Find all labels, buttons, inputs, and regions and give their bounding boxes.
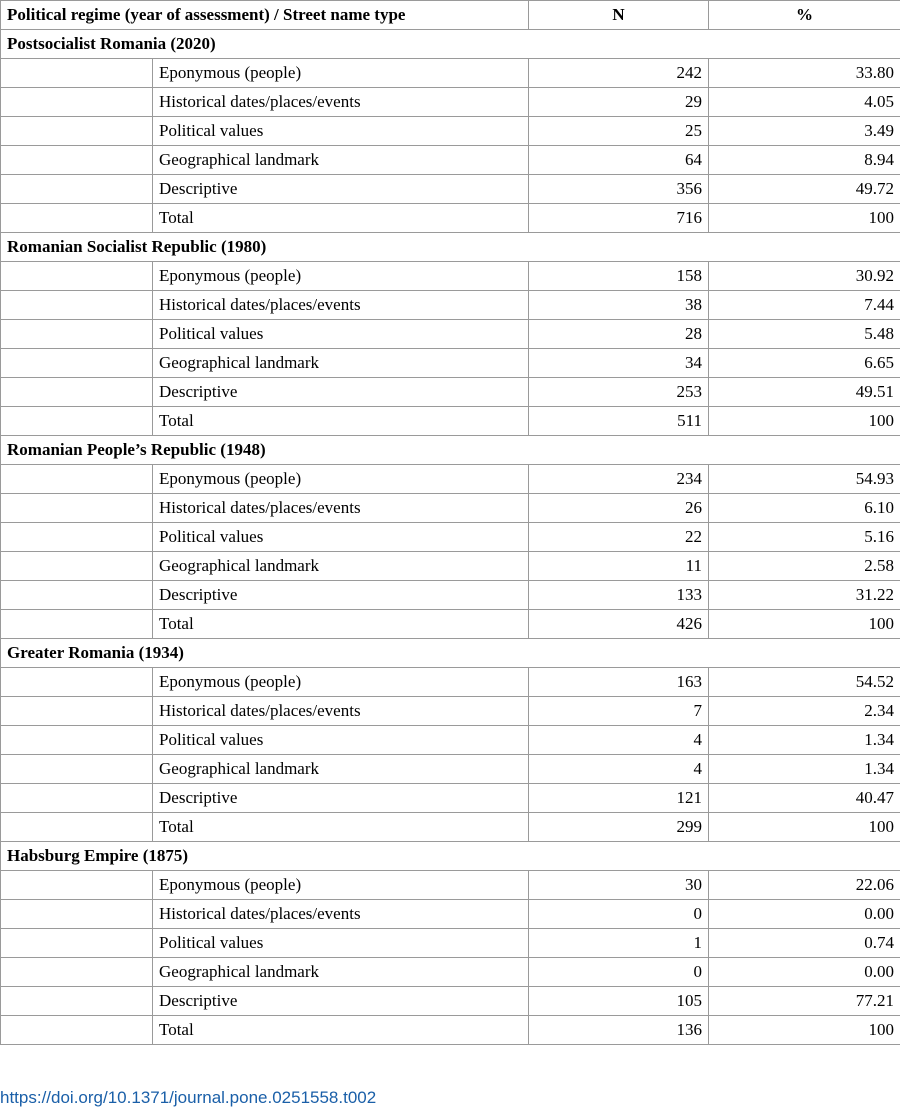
percent-value: 1.34 xyxy=(709,755,900,784)
table-row xyxy=(1,378,900,407)
percent-value: 100 xyxy=(709,204,900,233)
count-value: 133 xyxy=(529,581,709,610)
regime-empty-cell xyxy=(709,436,900,465)
table-row xyxy=(1,494,900,523)
count-value: 1 xyxy=(529,929,709,958)
percent-value: 100 xyxy=(709,1016,900,1045)
percent-value: 1.34 xyxy=(709,726,900,755)
count-value: 34 xyxy=(529,349,709,378)
indent-cell xyxy=(1,88,153,117)
regime-empty-cell xyxy=(529,233,709,262)
percent-value: 6.65 xyxy=(709,349,900,378)
indent-cell xyxy=(1,291,153,320)
percent-value: 3.49 xyxy=(709,117,900,146)
percent-value: 100 xyxy=(709,407,900,436)
count-value: 7 xyxy=(529,697,709,726)
percent-value: 2.34 xyxy=(709,697,900,726)
indent-cell xyxy=(1,813,153,842)
count-value: 30 xyxy=(529,871,709,900)
percent-value: 100 xyxy=(709,610,900,639)
table-row xyxy=(1,726,900,755)
indent-cell xyxy=(1,987,153,1016)
table-row xyxy=(1,784,900,813)
regime-group-row xyxy=(1,842,900,871)
street-name-type: Geographical landmark xyxy=(153,958,529,987)
street-name-type: Total xyxy=(153,204,529,233)
regime-title: Romanian People’s Republic (1948) xyxy=(1,436,529,465)
street-name-type: Eponymous (people) xyxy=(153,871,529,900)
table-row xyxy=(1,59,900,88)
count-value: 22 xyxy=(529,523,709,552)
percent-value: 4.05 xyxy=(709,88,900,117)
percent-value: 22.06 xyxy=(709,871,900,900)
indent-cell xyxy=(1,610,153,639)
indent-cell xyxy=(1,581,153,610)
count-value: 0 xyxy=(529,900,709,929)
count-value: 242 xyxy=(529,59,709,88)
table-row xyxy=(1,668,900,697)
count-value: 356 xyxy=(529,175,709,204)
indent-cell xyxy=(1,784,153,813)
street-name-type: Political values xyxy=(153,523,529,552)
street-name-type: Descriptive xyxy=(153,784,529,813)
table-row xyxy=(1,523,900,552)
percent-value: 54.93 xyxy=(709,465,900,494)
table-row xyxy=(1,349,900,378)
indent-cell xyxy=(1,1016,153,1045)
percent-value: 2.58 xyxy=(709,552,900,581)
street-name-type: Historical dates/places/events xyxy=(153,494,529,523)
street-name-type: Geographical landmark xyxy=(153,755,529,784)
percent-value: 7.44 xyxy=(709,291,900,320)
street-name-type: Total xyxy=(153,610,529,639)
column-header-category: Political regime (year of assessment) / Street name type xyxy=(1,1,529,30)
street-name-type: Political values xyxy=(153,117,529,146)
table-row xyxy=(1,900,900,929)
percent-value: 0.00 xyxy=(709,900,900,929)
indent-cell xyxy=(1,175,153,204)
table-row xyxy=(1,117,900,146)
table-row xyxy=(1,407,900,436)
indent-cell xyxy=(1,349,153,378)
indent-cell xyxy=(1,668,153,697)
indent-cell xyxy=(1,59,153,88)
table-row xyxy=(1,552,900,581)
street-name-type: Total xyxy=(153,1016,529,1045)
regime-empty-cell xyxy=(529,30,709,59)
street-name-type: Eponymous (people) xyxy=(153,668,529,697)
table-row xyxy=(1,204,900,233)
indent-cell xyxy=(1,320,153,349)
header-row xyxy=(1,1,900,30)
count-value: 511 xyxy=(529,407,709,436)
table-row xyxy=(1,610,900,639)
regime-empty-cell xyxy=(529,639,709,668)
doi-link[interactable]: https://doi.org/10.1371/journal.pone.0251558.t002 xyxy=(0,1088,377,1107)
table-row xyxy=(1,958,900,987)
regime-title: Postsocialist Romania (2020) xyxy=(1,30,529,59)
table-row xyxy=(1,929,900,958)
street-name-type: Eponymous (people) xyxy=(153,262,529,291)
indent-cell xyxy=(1,378,153,407)
percent-value: 54.52 xyxy=(709,668,900,697)
count-value: 0 xyxy=(529,958,709,987)
count-value: 4 xyxy=(529,755,709,784)
table-row xyxy=(1,320,900,349)
table-row xyxy=(1,697,900,726)
count-value: 11 xyxy=(529,552,709,581)
table-row xyxy=(1,987,900,1016)
indent-cell xyxy=(1,204,153,233)
percent-value: 5.16 xyxy=(709,523,900,552)
percent-value: 77.21 xyxy=(709,987,900,1016)
percent-value: 0.00 xyxy=(709,958,900,987)
regime-empty-cell xyxy=(529,842,709,871)
count-value: 234 xyxy=(529,465,709,494)
street-name-type: Historical dates/places/events xyxy=(153,291,529,320)
regime-group-row xyxy=(1,436,900,465)
column-header-percent: % xyxy=(709,1,900,30)
indent-cell xyxy=(1,262,153,291)
table-row xyxy=(1,88,900,117)
street-name-type: Descriptive xyxy=(153,581,529,610)
indent-cell xyxy=(1,465,153,494)
indent-cell xyxy=(1,900,153,929)
count-value: 136 xyxy=(529,1016,709,1045)
count-value: 29 xyxy=(529,88,709,117)
count-value: 38 xyxy=(529,291,709,320)
count-value: 253 xyxy=(529,378,709,407)
street-name-type: Eponymous (people) xyxy=(153,465,529,494)
indent-cell xyxy=(1,755,153,784)
regime-empty-cell xyxy=(709,842,900,871)
indent-cell xyxy=(1,697,153,726)
count-value: 4 xyxy=(529,726,709,755)
count-value: 64 xyxy=(529,146,709,175)
count-value: 716 xyxy=(529,204,709,233)
street-name-type: Descriptive xyxy=(153,175,529,204)
street-name-type: Geographical landmark xyxy=(153,552,529,581)
percent-value: 31.22 xyxy=(709,581,900,610)
indent-cell xyxy=(1,117,153,146)
street-name-type: Political values xyxy=(153,726,529,755)
regime-title: Greater Romania (1934) xyxy=(1,639,529,668)
count-value: 28 xyxy=(529,320,709,349)
table-row xyxy=(1,813,900,842)
count-value: 163 xyxy=(529,668,709,697)
street-name-type: Historical dates/places/events xyxy=(153,900,529,929)
indent-cell xyxy=(1,552,153,581)
percent-value: 49.72 xyxy=(709,175,900,204)
table-row xyxy=(1,755,900,784)
regime-title: Romanian Socialist Republic (1980) xyxy=(1,233,529,262)
count-value: 426 xyxy=(529,610,709,639)
street-name-type: Historical dates/places/events xyxy=(153,88,529,117)
count-value: 26 xyxy=(529,494,709,523)
percent-value: 0.74 xyxy=(709,929,900,958)
street-name-type: Total xyxy=(153,407,529,436)
street-name-type: Descriptive xyxy=(153,378,529,407)
indent-cell xyxy=(1,146,153,175)
regime-group-row xyxy=(1,233,900,262)
percent-value: 5.48 xyxy=(709,320,900,349)
regime-group-row xyxy=(1,639,900,668)
regime-empty-cell xyxy=(709,639,900,668)
percent-value: 100 xyxy=(709,813,900,842)
indent-cell xyxy=(1,523,153,552)
table-row xyxy=(1,871,900,900)
percent-value: 40.47 xyxy=(709,784,900,813)
regime-empty-cell xyxy=(529,436,709,465)
street-name-type: Eponymous (people) xyxy=(153,59,529,88)
table-row xyxy=(1,146,900,175)
percent-value: 49.51 xyxy=(709,378,900,407)
indent-cell xyxy=(1,407,153,436)
column-header-n: N xyxy=(529,1,709,30)
street-name-type: Descriptive xyxy=(153,987,529,1016)
street-name-type: Total xyxy=(153,813,529,842)
table-row xyxy=(1,1016,900,1045)
regime-group-row xyxy=(1,30,900,59)
indent-cell xyxy=(1,494,153,523)
count-value: 121 xyxy=(529,784,709,813)
indent-cell xyxy=(1,929,153,958)
street-name-type: Geographical landmark xyxy=(153,349,529,378)
indent-cell xyxy=(1,726,153,755)
street-name-type: Geographical landmark xyxy=(153,146,529,175)
indent-cell xyxy=(1,958,153,987)
table-row xyxy=(1,291,900,320)
street-name-type: Historical dates/places/events xyxy=(153,697,529,726)
percent-value: 8.94 xyxy=(709,146,900,175)
street-name-type: Political values xyxy=(153,320,529,349)
count-value: 105 xyxy=(529,987,709,1016)
regime-empty-cell xyxy=(709,233,900,262)
count-value: 25 xyxy=(529,117,709,146)
percent-value: 33.80 xyxy=(709,59,900,88)
table-body xyxy=(1,30,900,1045)
percent-value: 6.10 xyxy=(709,494,900,523)
table-row xyxy=(1,581,900,610)
table-row xyxy=(1,262,900,291)
count-value: 158 xyxy=(529,262,709,291)
regime-empty-cell xyxy=(709,30,900,59)
street-name-type: Political values xyxy=(153,929,529,958)
percent-value: 30.92 xyxy=(709,262,900,291)
table-row xyxy=(1,465,900,494)
regime-title: Habsburg Empire (1875) xyxy=(1,842,529,871)
count-value: 299 xyxy=(529,813,709,842)
indent-cell xyxy=(1,871,153,900)
table-row xyxy=(1,175,900,204)
